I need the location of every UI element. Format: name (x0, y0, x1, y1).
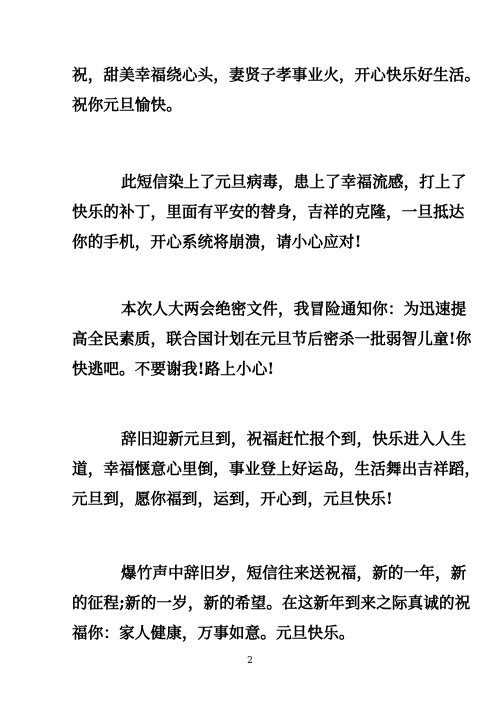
paragraph-line: 高全民素质，联合国计划在元旦节后密杀一批弱智儿童!你 (72, 329, 472, 348)
paragraph-line: 元旦到，愿你福到，运到，开心到，元旦快乐! (72, 489, 394, 508)
paragraph-line: 福你：家人健康，万事如意。元旦快乐。 (72, 623, 355, 642)
paragraph-line: 此短信染上了元旦病毒，患上了幸福流感，打上了 (121, 172, 467, 191)
paragraph-line: 道，幸福惬意心里倒，事业登上好运岛，生活舞出吉祥蹈， (72, 459, 481, 478)
page-number: 2 (247, 656, 253, 666)
paragraph-line: 快逃吧。不要谢我!路上小心! (72, 359, 275, 378)
paragraph-line: 辞旧迎新元旦到，祝福赶忙报个到，快乐进入人生 (121, 429, 467, 448)
paragraph-3 (72, 294, 472, 384)
paragraph-line: 祝你元旦愉快。 (72, 95, 182, 114)
paragraph-line: 快乐的补丁，里面有平安的替身，吉祥的克隆，一旦抵达 (72, 202, 465, 221)
paragraph-2 (72, 167, 467, 257)
paragraph-line: 本次人大两会绝密文件，我冒险通知你：为迅速提 (121, 299, 467, 318)
paragraph-line: 爆竹声中辞旧岁，短信往来送祝福，新的一年，新 (121, 563, 467, 582)
paragraph-5 (72, 558, 471, 648)
paragraph-1 (72, 60, 481, 120)
paragraph-line: 你的手机，开心系统将崩溃，请小心应对! (72, 232, 362, 251)
paragraph-line: 的征程;新的一岁，新的希望。在这新年到来之际真诚的祝 (72, 593, 471, 612)
paragraph-4 (72, 424, 481, 514)
paragraph-line: 祝，甜美幸福绕心头，妻贤子孝事业火，开心快乐好生活。 (72, 65, 481, 84)
